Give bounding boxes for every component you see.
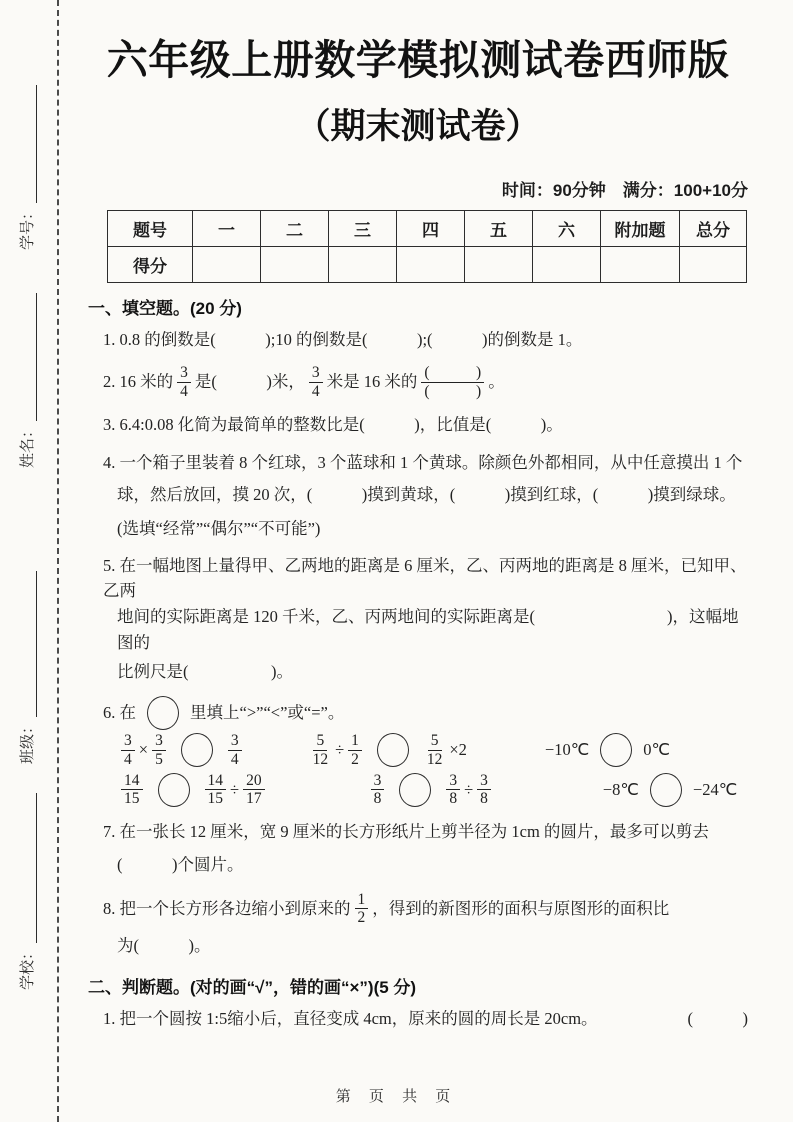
- fraction-denominator: ( ): [424, 382, 482, 400]
- fraction-numerator: 14: [205, 772, 227, 790]
- question-section: [88, 973, 748, 1034]
- fraction: [446, 772, 460, 808]
- question-line: [88, 928, 748, 962]
- fraction-numerator: 3: [477, 772, 491, 790]
- fraction: [421, 364, 484, 400]
- fraction-denominator: 12: [312, 750, 329, 768]
- fraction: [348, 732, 362, 768]
- question-line: [88, 553, 748, 604]
- fraction-denominator: 15: [207, 790, 223, 808]
- question-text: 地间的实际距离是 120 千米，乙、丙两地间的实际距离是( )，这幅地图的: [117, 607, 739, 652]
- question-text: 2. 16 米的: [103, 372, 174, 392]
- question-text: 是( )米，: [194, 372, 305, 392]
- fraction-denominator: 8: [373, 790, 382, 808]
- answer-circle: [147, 696, 179, 730]
- fraction-numerator: 3: [228, 732, 242, 750]
- question-text: ，得到的新图形的面积与原图形的面积比: [372, 898, 670, 918]
- question-text: 比例尺是( )。: [117, 662, 293, 682]
- question-text: 球，然后放回，摸 20 次，( )摸到黄球，( )摸到红球，( )摸到绿球。: [117, 485, 736, 505]
- score-table-header-cell: 六: [533, 211, 601, 247]
- question-text: 1. 0.8 的倒数是( );10 的倒数是( );( )的倒数是 1。: [103, 329, 583, 349]
- question-text: ( )个圆片。: [117, 854, 244, 874]
- score-table-header-cell: 题号: [108, 211, 193, 247]
- score-empty-cell: [193, 247, 261, 283]
- question-line: [88, 848, 748, 882]
- question-text: 7. 在一张长 12 厘米，宽 9 厘米的长方形纸片上剪半径为 1cm 的圆片，最多可以剪去: [103, 822, 709, 842]
- question-text: ÷: [230, 779, 240, 799]
- score-empty-cell: [261, 247, 329, 283]
- fraction-numerator: 3: [446, 772, 460, 790]
- fraction: [371, 772, 385, 808]
- fraction: [152, 732, 166, 768]
- question: [88, 889, 748, 963]
- fraction-denominator: 2: [357, 908, 366, 926]
- question-text: 。: [488, 372, 505, 392]
- question-line: [88, 655, 748, 689]
- fraction-denominator: 8: [480, 790, 488, 808]
- sidebar-field: [15, 793, 37, 990]
- answer-circle: [600, 733, 632, 767]
- question-sections: [88, 294, 748, 1034]
- question: [88, 409, 748, 440]
- question: [88, 362, 748, 402]
- page-footer: 第 页 共 页: [335, 1088, 458, 1105]
- fraction-denominator: 2: [351, 750, 359, 768]
- fraction-numerator: 20: [243, 772, 265, 790]
- question-text: 5. 在一幅地图上量得甲、乙两地的距离是 6 厘米，乙、丙两地的距离是 8 厘米，已知甲、乙两: [103, 555, 747, 601]
- fraction-numerator: 5: [313, 732, 327, 750]
- time-score-info: 时间：90分钟 满分：100+10分: [501, 181, 748, 201]
- question: [88, 553, 748, 689]
- question-line: [88, 362, 748, 402]
- question: [88, 447, 748, 546]
- question-text: 0℃: [643, 740, 671, 760]
- fraction: [477, 772, 491, 808]
- question-text: −10℃: [544, 740, 590, 760]
- sidebar-field-label: 姓名：: [19, 422, 36, 468]
- fraction: [243, 772, 265, 808]
- question-text: −8℃: [602, 779, 639, 799]
- fraction-denominator: 8: [449, 790, 458, 808]
- sidebar-field-line: [21, 293, 37, 421]
- sidebar-field-line: [21, 793, 37, 943]
- section-heading: 一、填空题。(20 分): [88, 299, 242, 319]
- paper-subtitle: （期末测试卷）: [295, 107, 541, 147]
- score-table-score-row: [108, 247, 747, 283]
- fraction: [121, 732, 135, 768]
- score-table-header-cell: 总分: [680, 211, 747, 247]
- sidebar-field-label: 班级：: [19, 718, 36, 764]
- question-line: [88, 889, 748, 929]
- score-label-cell: 得分: [108, 247, 193, 283]
- fraction-numerator: 1: [355, 891, 369, 909]
- question-text: ( ): [687, 1009, 748, 1029]
- question: [88, 817, 748, 882]
- answer-circle: [399, 773, 431, 807]
- paper-title: 六年级上册数学模拟测试卷西师版: [106, 37, 730, 83]
- score-table-header-cell: 四: [397, 211, 465, 247]
- score-table-header-cell: 三: [329, 211, 397, 247]
- question: [88, 696, 748, 809]
- question-text: 4. 一个箱子里装着 8 个红球，3 个蓝球和 1 个黄球。除颜色外都相同，从中任意摸出 1 个: [103, 452, 743, 472]
- answer-circle: [650, 773, 682, 807]
- fraction-denominator: 12: [426, 750, 443, 768]
- score-empty-cell: [329, 247, 397, 283]
- sidebar-field-line: [21, 85, 37, 203]
- score-empty-cell: [465, 247, 533, 283]
- fraction: [205, 772, 227, 808]
- fraction-numerator: 3: [177, 364, 191, 382]
- question-text: 3. 6.4:0.08 化简为最简单的整数比是( )，比值是( )。: [103, 414, 563, 434]
- question-line: [88, 730, 748, 770]
- question-line: [88, 1003, 748, 1034]
- score-table-header-row: [108, 211, 747, 247]
- score-table-header-cell: 一: [193, 211, 261, 247]
- fraction-numerator: 3: [371, 772, 385, 790]
- fraction-numerator: 3: [309, 364, 323, 382]
- answer-circle: [158, 773, 190, 807]
- fraction-denominator: 5: [155, 750, 163, 768]
- question: [88, 324, 748, 355]
- fraction-numerator: 5: [428, 732, 442, 750]
- score-empty-cell: [533, 247, 601, 283]
- score-table-header-cell: 五: [465, 211, 533, 247]
- question-line: [88, 512, 748, 546]
- sidebar-field-label: 学号：: [19, 204, 36, 250]
- fraction: [355, 891, 369, 927]
- fraction-numerator: ( ): [421, 364, 484, 382]
- fraction-denominator: 15: [124, 790, 140, 808]
- content-area: [88, 26, 748, 1041]
- fraction-numerator: 3: [121, 732, 135, 750]
- question-text: 8. 把一个长方形各边缩小到原来的: [103, 898, 351, 918]
- question-text: 为( )。: [117, 935, 211, 955]
- fraction-denominator: 4: [180, 382, 188, 400]
- fraction: [424, 732, 446, 768]
- question-text: (选填“经常”“偶尔”“不可能”): [117, 519, 321, 539]
- sidebar-field: [15, 571, 37, 764]
- question-text: 1. 把一个圆按 1:5缩小后，直径变成 4cm，原来的圆的周长是 20cm。: [103, 1009, 598, 1029]
- answer-circle: [377, 733, 409, 767]
- question-line: [88, 817, 748, 848]
- question-text: ÷: [335, 740, 345, 760]
- fraction-denominator: 4: [311, 382, 320, 400]
- score-empty-cell: [601, 247, 680, 283]
- fraction: [228, 732, 242, 768]
- fraction: [309, 364, 323, 400]
- fraction: [121, 772, 143, 808]
- fraction-numerator: 1: [348, 732, 362, 750]
- question-line: [88, 696, 748, 730]
- sidebar-field-line: [21, 571, 37, 717]
- section-heading: 二、判断题。(对的画“√”，错的画“×”)(5 分): [88, 978, 417, 998]
- fraction: [177, 364, 191, 400]
- question-line: [88, 409, 748, 440]
- sidebar-field: [15, 85, 37, 250]
- fraction-denominator: 4: [230, 750, 239, 768]
- score-table-header-cell: 二: [261, 211, 329, 247]
- sidebar-divider: [57, 0, 59, 1122]
- score-table: [107, 210, 747, 283]
- question-text: 里填上“>”“<”或“=”。: [190, 703, 345, 723]
- question-text: ×: [138, 740, 149, 760]
- question-line: [88, 447, 748, 478]
- sidebar-field: [15, 293, 37, 468]
- question-line: [88, 770, 748, 810]
- fraction-denominator: 17: [246, 790, 262, 808]
- question-text: 米是 16 米的: [326, 372, 418, 392]
- fraction-denominator: 4: [124, 750, 132, 768]
- question-text: ÷: [464, 779, 474, 799]
- question-text: −24℃: [692, 779, 738, 799]
- fraction-numerator: 14: [121, 772, 143, 790]
- question-section: [88, 294, 748, 962]
- question-text: ×2: [449, 740, 467, 760]
- score-empty-cell: [680, 247, 747, 283]
- fraction: [310, 732, 332, 768]
- question: [88, 1003, 748, 1034]
- score-table-header-cell: 附加题: [601, 211, 680, 247]
- question-line: [88, 324, 748, 355]
- fraction-numerator: 3: [152, 732, 166, 750]
- score-empty-cell: [397, 247, 465, 283]
- question-line: [88, 478, 748, 512]
- answer-circle: [181, 733, 213, 767]
- question-text: 6. 在: [103, 703, 136, 723]
- question-line: [88, 604, 748, 655]
- sidebar-field-label: 学校：: [19, 944, 36, 990]
